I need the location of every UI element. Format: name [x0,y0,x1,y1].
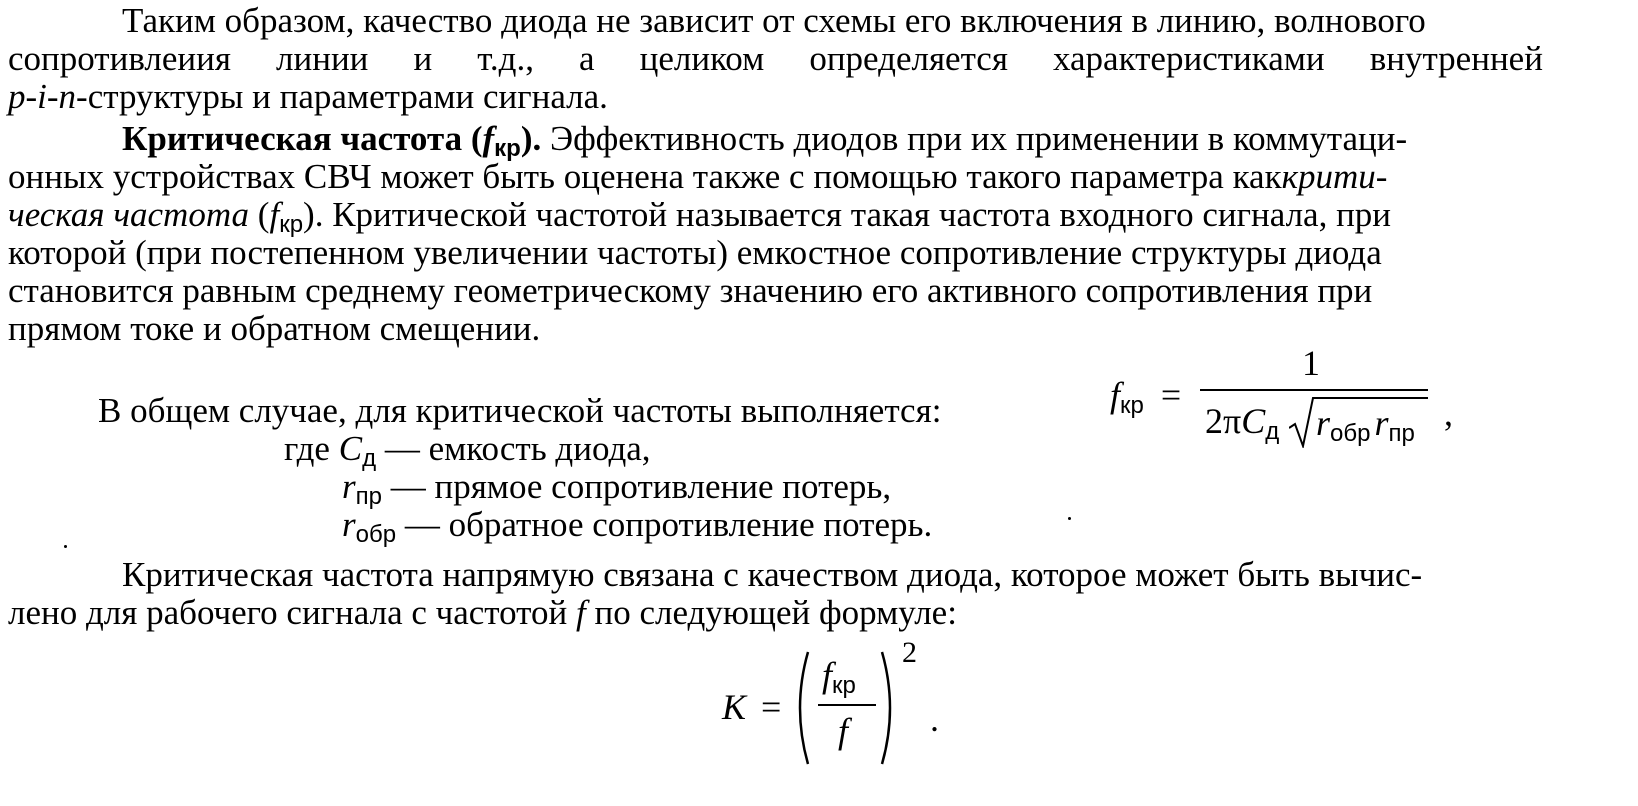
paragraph3-intro-text: В общем случае, для критической частоты выполняется: [98,391,942,430]
scan-speck [64,545,67,548]
p1-l2-w1: линии [276,39,369,78]
symbol-r-forward: r [342,467,356,506]
paragraph2-line6-text: прямом токе и обратном смещении. [8,309,541,348]
paragraph4-line2: лено для рабочего сигнала с частотой f по следующей формуле: [8,593,957,632]
paragraph2-line1 [122,120,1407,162]
formula2-numerator: fкр [822,655,856,699]
definition-capacitance: где Cд — емкость диода, [284,429,651,472]
paragraph2-line1-rest: Эффективность диодов при их применении в коммутаци- [541,119,1408,158]
p1-l2-w8: внутренней [1369,39,1543,78]
p1-l2-w6: определяется [809,39,1008,78]
formula2-denominator: f [838,711,849,751]
formula1-sqrt-content: rобр rпр [1316,403,1415,447]
formula2-left-paren [790,650,812,766]
formula1-denominator: 2πCд [1205,401,1280,445]
p1-l2-w0: сопротивлеиия [8,39,231,78]
formula2-exponent: 2 [902,636,917,669]
p1-l2-w5: целиком [639,39,765,78]
formula1-numerator: 1 [1302,343,1320,383]
p1-l2-w2: и [413,39,433,78]
paragraph1-line1 [122,2,1542,40]
formula2-right-paren [878,650,900,766]
formula1-comma: , [1444,393,1453,433]
paragraph2-line4-text: которой (при постепенном увеличении частоты) емкостное сопротивление структуры диода [8,233,1382,272]
paragraph2-line3: ческая частота (fкр). Критической частотой называется такая частота входного сигнала, при [8,195,1392,238]
paragraph4-line1 [122,556,1422,594]
symbol-f: f [576,593,586,632]
paragraph4-line1-text: Критическая частота напрямую связана с качеством диода, которое может быть вычис- [122,555,1423,594]
paragraph2-line3-rest: ). Критической частотой называется такая частота входного сигнала, при [303,195,1392,234]
formula2-lhs: K = [722,687,782,727]
paragraph2-line2-italic: крити- [1281,157,1388,196]
formula2-fraction-bar [818,704,876,706]
paragraph1-line3-rest: -структуры и параметрами сигнала. [76,77,608,116]
paragraph2-line6 [8,310,540,348]
critical-frequency-term: ческая частота [8,195,250,234]
paragraph3-intro [98,392,941,430]
scan-speck [1068,517,1071,520]
p1-l2-w4: а [579,39,595,78]
paragraph2-line4 [8,234,1382,272]
paragraph2-line5 [8,272,1372,310]
definition-reverse-resistance: rобр — обратное сопротивление потерь. [342,505,933,548]
formula1-fraction-bar [1200,389,1428,391]
formula1-lhs: fкр = [1110,375,1182,419]
symbol-C: C [338,429,363,468]
pin-structure-term: p-i-n [8,77,77,116]
symbol-r-reverse: r [342,505,356,544]
p1-l2-w7: характеристиками [1052,39,1325,78]
paragraph1-line1-text: Таким образом, качество диода не зависит от схемы его включения в линию, волнового [122,1,1426,40]
definition-forward-resistance: rпр — прямое сопротивление потерь, [342,467,892,510]
critical-frequency-heading: Критическая частота (fкр). [122,119,542,162]
formula2-period: . [930,699,939,739]
paragraph2-line5-text: становится равным среднему геометрическому значению его активного сопротивления при [8,271,1373,310]
paragraph2-line2 [8,158,1387,196]
p1-l2-w3: т.д., [477,39,534,78]
paragraph1-line3 [8,78,608,116]
paragraph1-line2 [8,40,1543,78]
paragraph2-line2-text: онных устройствах СВЧ может быть оценена также с помощью такого параметра как [8,157,1282,196]
